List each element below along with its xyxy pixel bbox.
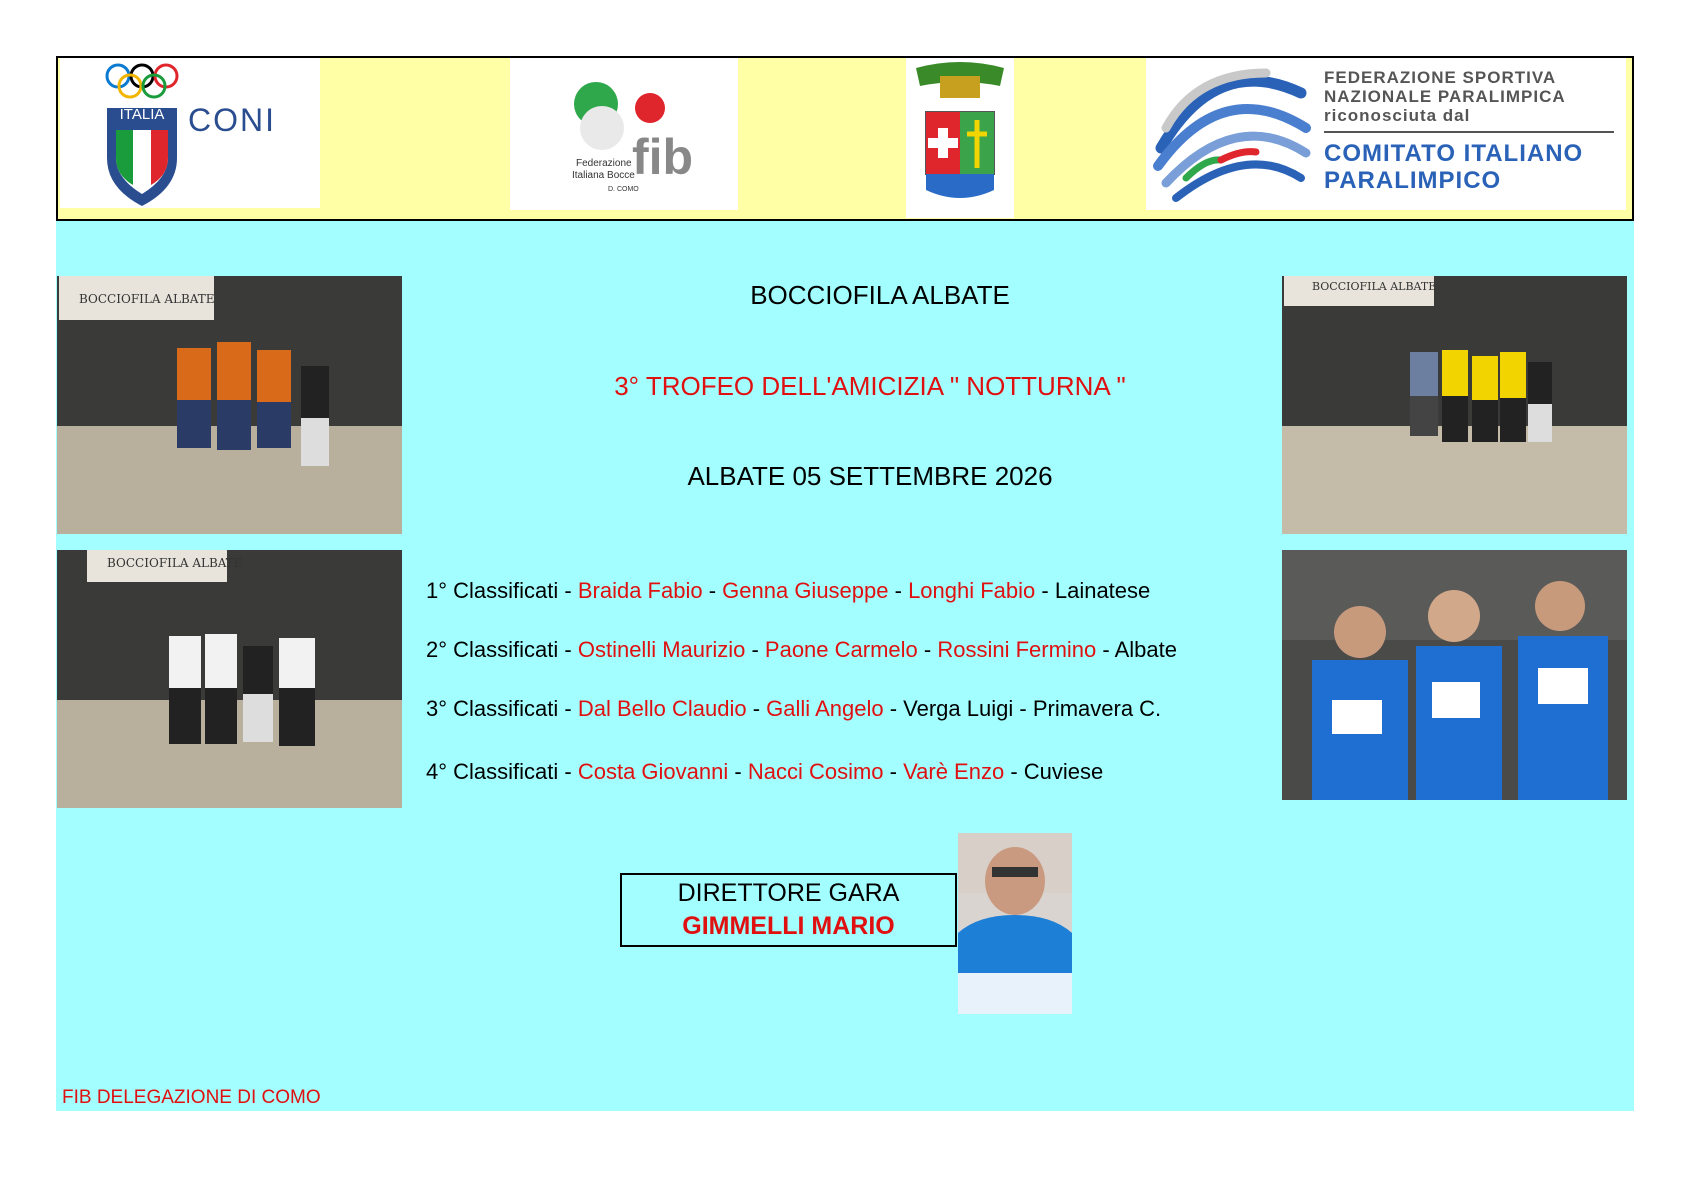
player-name: Nacci Cosimo xyxy=(747,759,884,784)
paralympic-line2: NAZIONALE PARALIMPICA xyxy=(1324,87,1566,106)
team-photo-icon xyxy=(57,550,402,808)
photo-top-left xyxy=(57,276,402,534)
paralympic-logo xyxy=(1146,58,1626,210)
fib-line1: Federazione xyxy=(576,158,632,169)
separator: - xyxy=(883,759,904,784)
photo-banner-text: BOCCIOFILA ALBATE xyxy=(79,292,215,306)
player-name: Ostinelli Maurizio xyxy=(577,637,746,662)
result-place: 3° Classificati xyxy=(426,696,559,721)
result-row xyxy=(426,637,1177,663)
coat-of-arms-icon xyxy=(906,58,1014,218)
photo-top-right xyxy=(1282,276,1627,534)
director-portrait-icon xyxy=(958,833,1072,1014)
player-name: Longhi Fabio xyxy=(908,578,1036,603)
club-title: BOCCIOFILA ALBATE xyxy=(750,280,1010,310)
paralympic-line3: riconosciuta dal xyxy=(1324,106,1471,125)
separator: - xyxy=(746,696,767,721)
fib-name: fib xyxy=(632,129,694,185)
paralympic-line5: PARALIMPICO xyxy=(1324,167,1502,194)
player-name: Costa Giovanni xyxy=(577,759,729,784)
player-name: Varè Enzo xyxy=(903,759,1005,784)
fib-line3: D. COMO xyxy=(608,186,639,193)
separator: - xyxy=(558,759,578,784)
player-name: Verga Luigi xyxy=(903,696,1014,721)
club-name: Lainatese xyxy=(1054,578,1151,603)
result-row xyxy=(426,578,1150,604)
result-row xyxy=(426,759,1103,785)
coat-of-arms-logo xyxy=(906,58,1014,218)
club-name: Albate xyxy=(1114,637,1178,662)
separator: - xyxy=(917,637,938,662)
coni-logo xyxy=(60,58,320,208)
separator: - xyxy=(558,637,578,662)
paralympic-line4: COMITATO ITALIANO xyxy=(1324,140,1584,167)
result-place: 2° Classificati xyxy=(426,637,559,662)
player-name: Rossini Fermino xyxy=(937,637,1097,662)
footer-text: FIB DELEGAZIONE DI COMO xyxy=(62,1087,321,1108)
player-name: Dal Bello Claudio xyxy=(577,696,747,721)
player-name: Braida Fabio xyxy=(577,578,703,603)
photo-bottom-left xyxy=(57,550,402,808)
separator: - xyxy=(702,578,723,603)
club-name: Primavera C. xyxy=(1032,696,1162,721)
separator: - xyxy=(558,696,578,721)
director-name: GIMMELLI MARIO xyxy=(682,912,895,940)
result-row xyxy=(426,696,1161,722)
team-photo-icon xyxy=(1282,276,1627,534)
player-name: Genna Giuseppe xyxy=(722,578,889,603)
result-place: 1° Classificati xyxy=(426,578,559,603)
player-name: Paone Carmelo xyxy=(764,637,918,662)
paralympic-sphere-icon xyxy=(1146,58,1316,208)
paralympic-divider xyxy=(1324,131,1614,133)
separator: - xyxy=(1035,578,1055,603)
event-date: ALBATE 05 SETTEMBRE 2026 xyxy=(687,461,1053,491)
result-place: 4° Classificati xyxy=(426,759,559,784)
player-name: Galli Angelo xyxy=(766,696,884,721)
director-photo xyxy=(958,833,1072,1014)
coni-badge: ITALIA xyxy=(119,106,165,123)
logo-banner xyxy=(56,56,1634,221)
fib-logo xyxy=(510,58,738,210)
club-name: Cuviese xyxy=(1023,759,1104,784)
separator: - xyxy=(745,637,765,662)
paralympic-line1: FEDERAZIONE SPORTIVA xyxy=(1324,68,1557,87)
team-photo-icon xyxy=(1282,550,1627,800)
coni-name: CONI xyxy=(188,102,276,138)
separator: - xyxy=(888,578,909,603)
event-title: 3° TROFEO DELL'AMICIZIA " NOTTURNA " xyxy=(614,371,1126,401)
separator: - xyxy=(1004,759,1024,784)
separator: - xyxy=(883,696,904,721)
director-label: DIRETTORE GARA xyxy=(677,879,900,907)
separator: - xyxy=(728,759,748,784)
director-box xyxy=(620,873,957,947)
team-photo-icon xyxy=(57,276,402,534)
photo-banner-text: BOCCIOFILA ALBATE xyxy=(1312,280,1437,293)
separator: - xyxy=(558,578,578,603)
separator: - xyxy=(1013,696,1033,721)
photo-bottom-right xyxy=(1282,550,1627,800)
photo-banner-text: BOCCIOFILA ALBATE xyxy=(107,556,243,570)
fib-line2: Italiana Bocce xyxy=(572,170,635,181)
separator: - xyxy=(1096,637,1115,662)
